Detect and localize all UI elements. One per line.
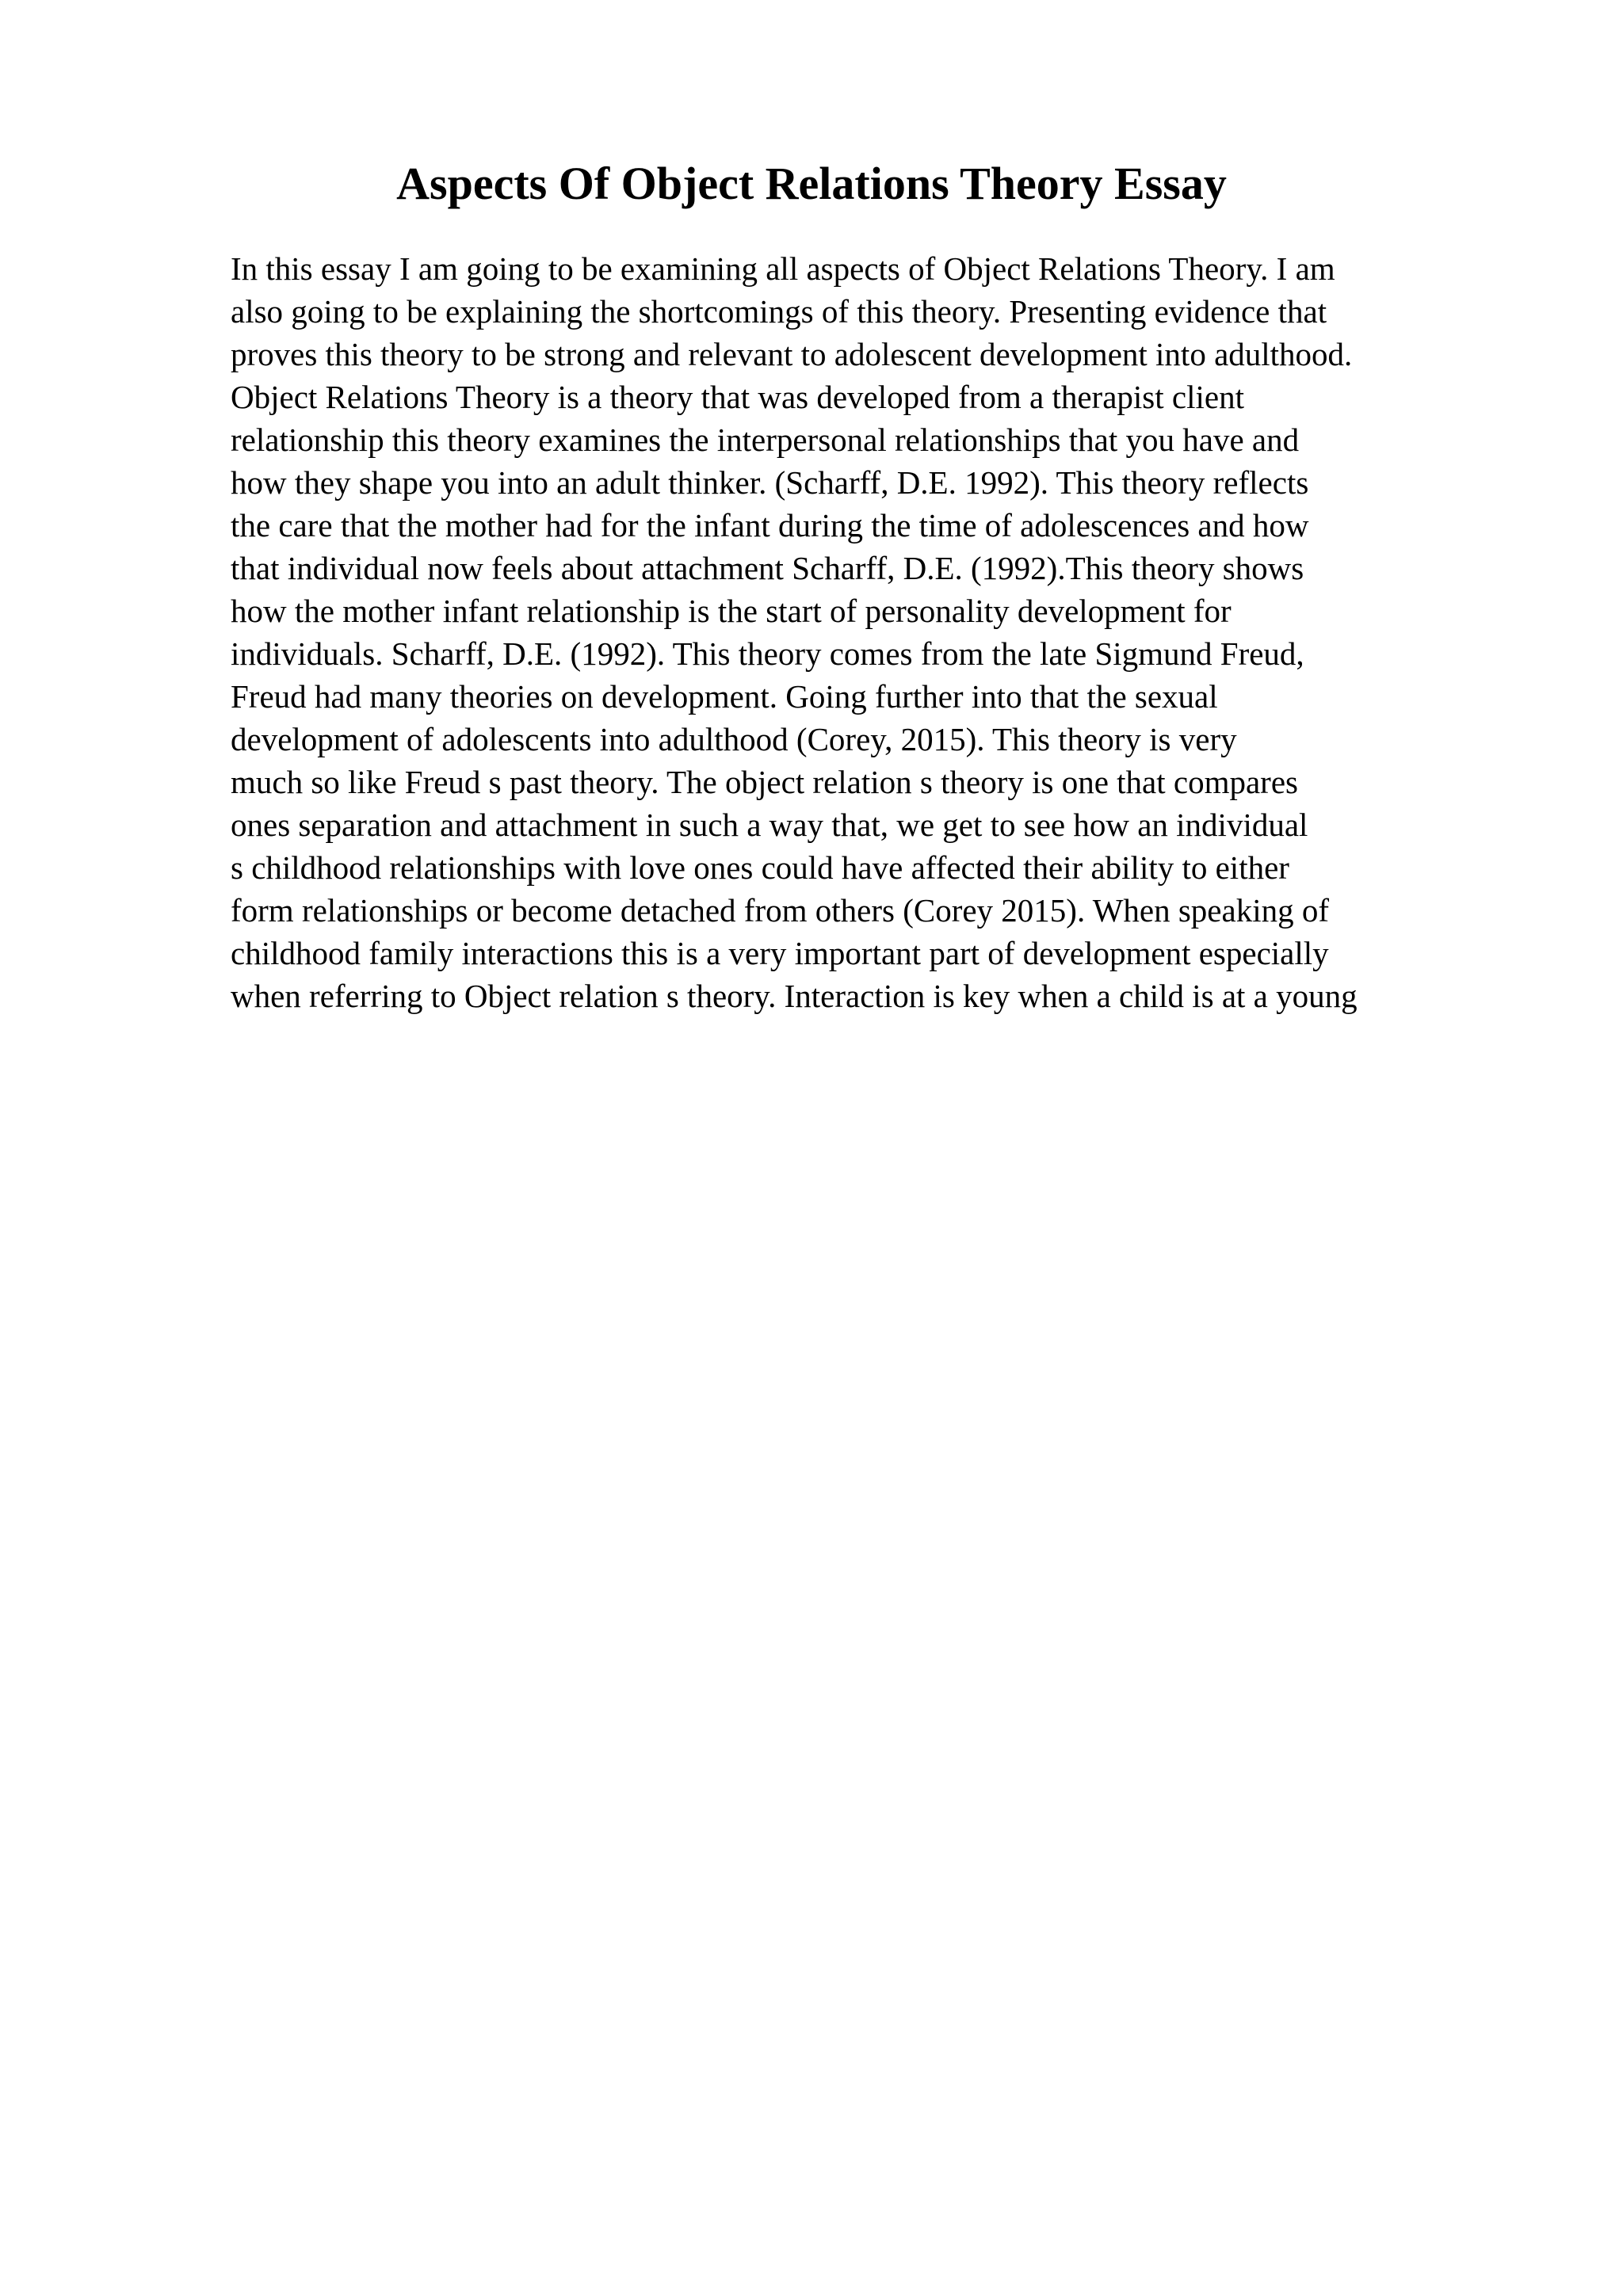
- body-line: individuals. Scharff, D.E. (1992). This theory comes from the late Sigmund Freud,: [231, 635, 1304, 672]
- body-line: proves this theory to be strong and relevant to adolescent development into adulthood.: [231, 336, 1353, 372]
- body-line: how they shape you into an adult thinker. (Scharff, D.E. 1992). This theory reflects: [231, 464, 1309, 501]
- body-line: Object Relations Theory is a theory that was developed from a therapist client: [231, 379, 1244, 415]
- body-line: s childhood relationships with love ones could have affected their ability to either: [231, 849, 1289, 886]
- body-line: development of adolescents into adulthood (Corey, 2015). This theory is very: [231, 721, 1237, 757]
- body-line: how the mother infant relationship is the start of personality development for: [231, 593, 1232, 629]
- body-line: the care that the mother had for the infant during the time of adolescences and how: [231, 507, 1309, 543]
- body-line: much so like Freud s past theory. The object relation s theory is one that compares: [231, 764, 1298, 800]
- body-line: when referring to Object relation s theory. Interaction is key when a child is at a young: [231, 978, 1358, 1014]
- body-line: Freud had many theories on development. Going further into that the sexual: [231, 678, 1218, 715]
- body-line: that individual now feels about attachment Scharff, D.E. (1992).This theory shows: [231, 550, 1304, 586]
- body-line: ones separation and attachment in such a way that, we get to see how an individual: [231, 807, 1308, 843]
- body-line: In this essay I am going to be examining all aspects of Object Relations Theory. I am: [231, 250, 1335, 287]
- body-line: form relationships or become detached from others (Corey 2015). When speaking of: [231, 892, 1329, 929]
- body-line: childhood family interactions this is a very important part of development especially: [231, 935, 1329, 971]
- document-title: Aspects Of Object Relations Theory Essay: [396, 158, 1227, 209]
- body-line: relationship this theory examines the interpersonal relationships that you have and: [231, 421, 1300, 458]
- essay-body: [231, 247, 1530, 1017]
- body-line: also going to be explaining the shortcomings of this theory. Presenting evidence that: [231, 293, 1327, 330]
